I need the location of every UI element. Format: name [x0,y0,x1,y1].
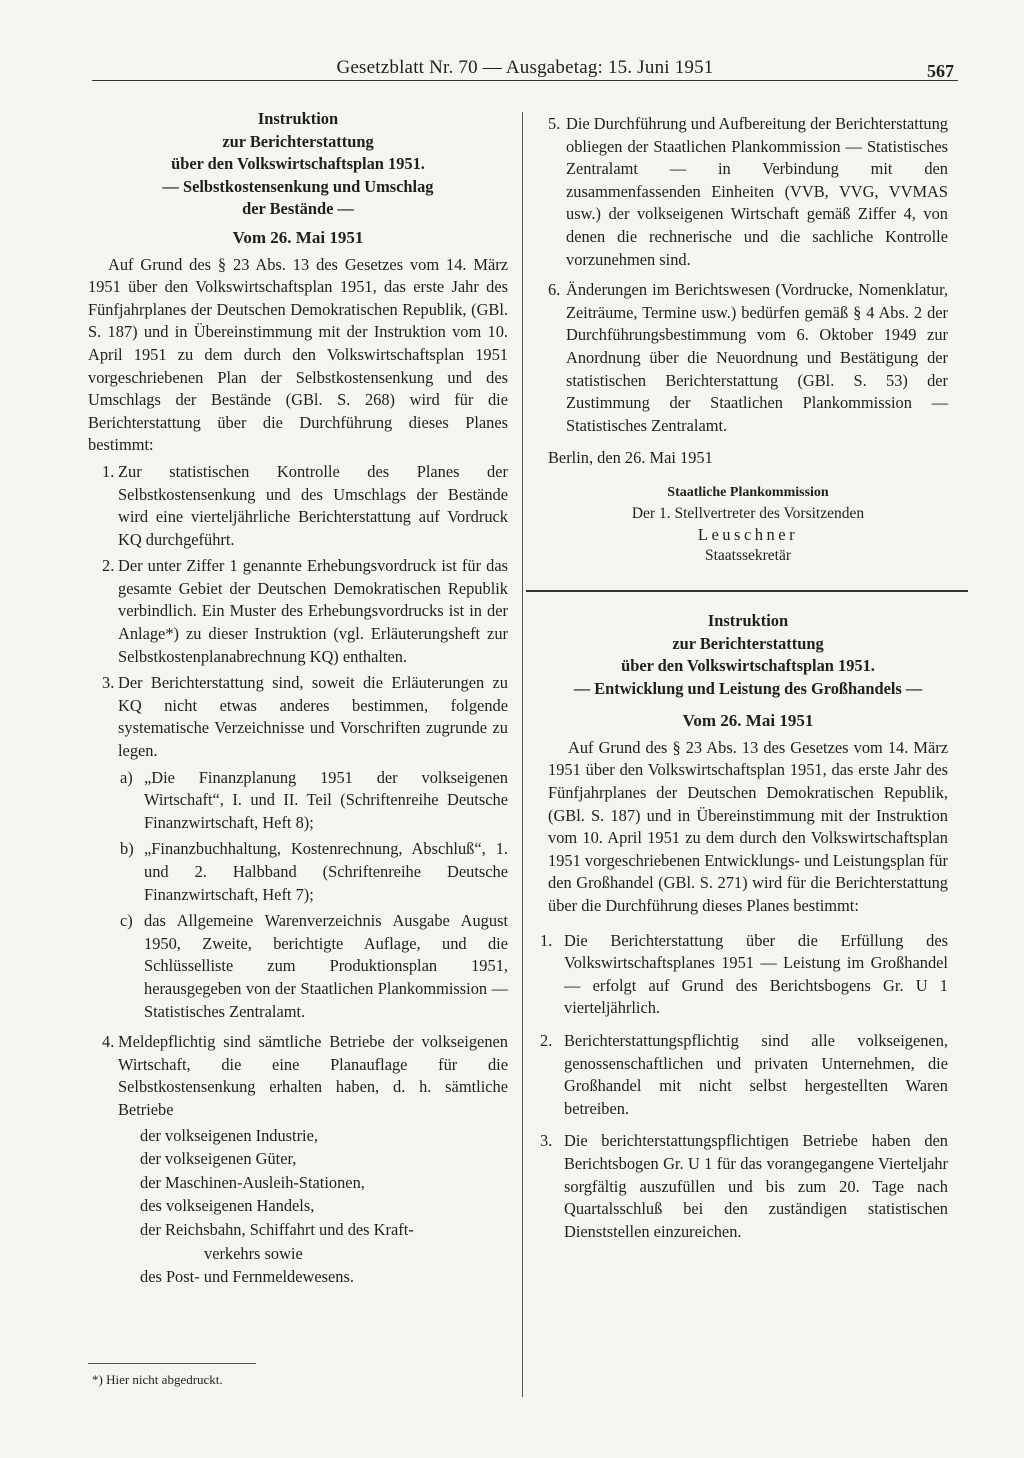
place-date: Berlin, den 26. Mai 1951 [548,448,713,468]
signature-name: Leuschner [697,524,799,544]
doc2-title [548,610,948,733]
doc2-item-1 [540,930,948,1020]
doc1-item-2 [88,555,508,668]
item-text: Meldepflichtig sind sämtliche Betriebe der volkseigenen Wirtschaft, die eine Planauflage für die Selbstkostensenkung erhalten haben, d. h. sämtliche Betriebe [118,1032,508,1119]
list-item: der volkseigenen Güter, [140,1149,297,1169]
subitem-letter: b) [120,839,134,859]
signature-role: Der 1. Stellvertreter des Vorsitzenden [631,504,865,522]
signature-rank: Staatssekretär [704,546,792,564]
doc1-title-line: über den Volkswirtschaftsplan 1951. [171,154,425,174]
item-text: Änderungen im Berichtswesen (Vordrucke, Nomenklatur, Zeiträume, Termine usw.) bedürfen gemäß § 4 Abs. 2 der Durchführungsbestimmung vom 6. Oktober 1949 zur Anordnung über die Neuordnung und Bestätigung der statistischen Berichterstattung (GBl. S. 53) der Zustimmung der Staatlichen Plankommission — Statistisches Zentralamt. [566,280,948,435]
item-number: 5. [548,114,561,133]
doc1-item-6 [548,279,948,437]
doc1-title-line: zur Berichterstattung [222,131,374,151]
doc1-title-line: Instruktion [257,109,339,128]
doc1-subitem-a [88,767,508,835]
item-number: 6. [548,280,561,300]
signature-org: Staatliche Plankommission [667,484,829,500]
signature-block [548,482,948,566]
item-text: Die Berichterstattung über die Erfüllung des Volkswirtschaftsplanes 1951 — Leistung im Großhandel — erfolgt auf Grund des Berichtsbogens Gr. U 1 vierteljährlich. [564,930,948,1018]
doc1-title [88,108,508,250]
list-item: des Post- und Fernmeldewesens. [140,1267,354,1287]
item-text: Der unter Ziffer 1 genannte Erhebungsvordruck ist für das gesamte Gebiet der Deutschen Demokratischen Republik verbindlich. Ein Muster des Erhebungsvordrucks ist in der Anlage*) zu dieser Instruktion (vgl. Erläuterungsheft zur Selbstkostenplanabrechnung KQ) enthalten. [118,556,508,666]
page-number: 567 [927,61,954,81]
doc2-title-line: zur Berichterstattung [672,633,824,653]
item-number: 1. [102,461,115,481]
doc1-title-line: der Bestände — [242,199,354,219]
doc2-title-line: — Entwicklung und Leistung des Großhandels — [573,678,923,698]
doc1-item-4-list [88,1124,508,1289]
item-number: 1. [540,930,553,950]
doc1-date: Vom 26. Mai 1951 [232,227,364,247]
list-item: verkehrs sowie [204,1243,303,1263]
item-number: 4. [102,1032,115,1052]
subitem-letter: c) [120,911,133,931]
footnote-rule [88,1363,256,1364]
doc1-item-4 [88,1031,508,1121]
right-column [540,113,948,1243]
item-text: Zur statistischen Kontrolle des Planes der Selbstkostensenkung und des Umschlags der Bestände wird eine vierteljährliche Berichterstattung auf Vordruck KQ durchgeführt. [118,461,508,549]
subitem-text: das Allgemeine Warenverzeichnis Ausgabe August 1950, Zweite, berichtigte Auflage, und die Schlüsselliste zum Produktionsplan 1951, herausgegeben von der Staatlichen Plankommission — Statistisches Zentralamt. [144,911,508,1021]
item-number: 3. [540,1131,553,1151]
doc1-intro: Auf Grund des § 23 Abs. 13 des Gesetzes vom 14. März 1951 über den Volkswirtschaftsplan 1951, das erste Jahr des Fünfjahrplanes der Deutschen Demokratischen Republik, (GBl. S. 187) und in Übereinstimmung mit der Instruktion vom 10. April 1951 zu dem durch den Volkswirtschaftsplan 1951 vorgeschriebenen Plan der Selbstkostensenkung und des Umschlags der Bestände (GBl. S. 268) wird für die Berichterstattung über die Durchführung dieses Planes bestimmt: [88,254,508,455]
column-divider [522,112,523,1397]
item-text: Die Durchführung und Aufbereitung der Berichterstattung obliegen der Staatlichen Plankommission — Statistisches Zentralamt — in Verbindung mit den zusammenfassenden Einheiten (VVB, VVG, VVMAS usw.) der volkseigenen Wirtschaft gemäß Ziffer 4, von denen die rechnerische und die sachliche Kontrolle vorzunehmen sind. [566,114,948,269]
list-item: der volkseigenen Industrie, [140,1125,318,1145]
footnote: *) Hier nicht abgedruckt. [92,1372,223,1387]
left-column [88,108,508,1289]
doc2-intro: Auf Grund des § 23 Abs. 13 des Gesetzes vom 14. März 1951 über den Volkswirtschaftsplan 1951, das erste Jahr des Fünfjahrplanes der Deutschen Demokratischen Republik, (GBl. S. 187) und in Übereinstimmung mit der Instruktion vom 10. April 1951 zu dem durch den Volkswirtschaftsplan 1951 vorgeschriebenen Entwicklungs- und Leistungsplan für den Großhandel (GBl. S. 271) wird für die Berichterstattung über die Durchführung dieses Planes bestimmt: [548,737,948,916]
subitem-text: „Finanzbuchhaltung, Kostenrechnung, Abschluß“, 1. und 2. Halbband (Schriftenreihe Deutsche Finanzwirtschaft, Heft 7); [144,839,508,904]
item-text: Der Berichterstattung sind, soweit die Erläuterungen zu KQ nicht etwas anderes bestimmen, folgende systematische Verzeichnisse und Vorschriften zugrunde zu legen. [118,673,508,761]
doc2-item-3 [540,1130,948,1243]
doc1-subitem-b [88,838,508,906]
subitem-letter: a) [120,767,133,787]
subitem-text: „Die Finanzplanung 1951 der volkseigenen Wirtschaft“, I. und II. Teil (Schriftenreihe Deutsche Finanzwirtschaft, Heft 8); [144,767,508,832]
list-item: der Reichsbahn, Schiffahrt und des Kraft- [140,1219,414,1239]
item-number: 3. [102,673,115,693]
header-rule [92,80,958,81]
doc2-title-line: Instruktion [707,610,789,630]
list-item: des volkseigenen Handels, [140,1196,315,1216]
header-title: Gesetzblatt Nr. 70 — Ausgabetag: 15. Juni 1951 [336,57,714,78]
item-number: 2. [540,1031,553,1050]
doc1-item-1 [88,461,508,551]
doc2-date: Vom 26. Mai 1951 [682,711,814,731]
item-number: 2. [102,556,115,576]
item-text: Berichterstattungspflichtig sind alle volkseigenen, genossenschaftlichen und privaten Unternehmen, die Großhandel mit nicht selbst hergestellten Waren betreiben. [564,1031,948,1118]
section-divider [526,590,968,592]
doc2-item-2 [540,1030,948,1120]
doc1-subitem-c [88,910,508,1023]
doc1-title-line: — Selbstkostensenkung und Umschlag [162,176,434,196]
list-item: der Maschinen-Ausleih-Stationen, [140,1172,365,1192]
item-text: Die berichterstattungspflichtigen Betriebe haben den Berichtsbogen Gr. U 1 für das vorangegangene Vierteljahr sorgfältig auszufüllen und bis zum 20. Tage nach Quartalsschluß bei den zuständigen statistischen Dienststellen einzureichen. [564,1131,948,1241]
doc1-item-5 [548,113,948,271]
doc2-title-line: über den Volkswirtschaftsplan 1951. [621,656,875,676]
doc1-item-3 [88,672,508,762]
